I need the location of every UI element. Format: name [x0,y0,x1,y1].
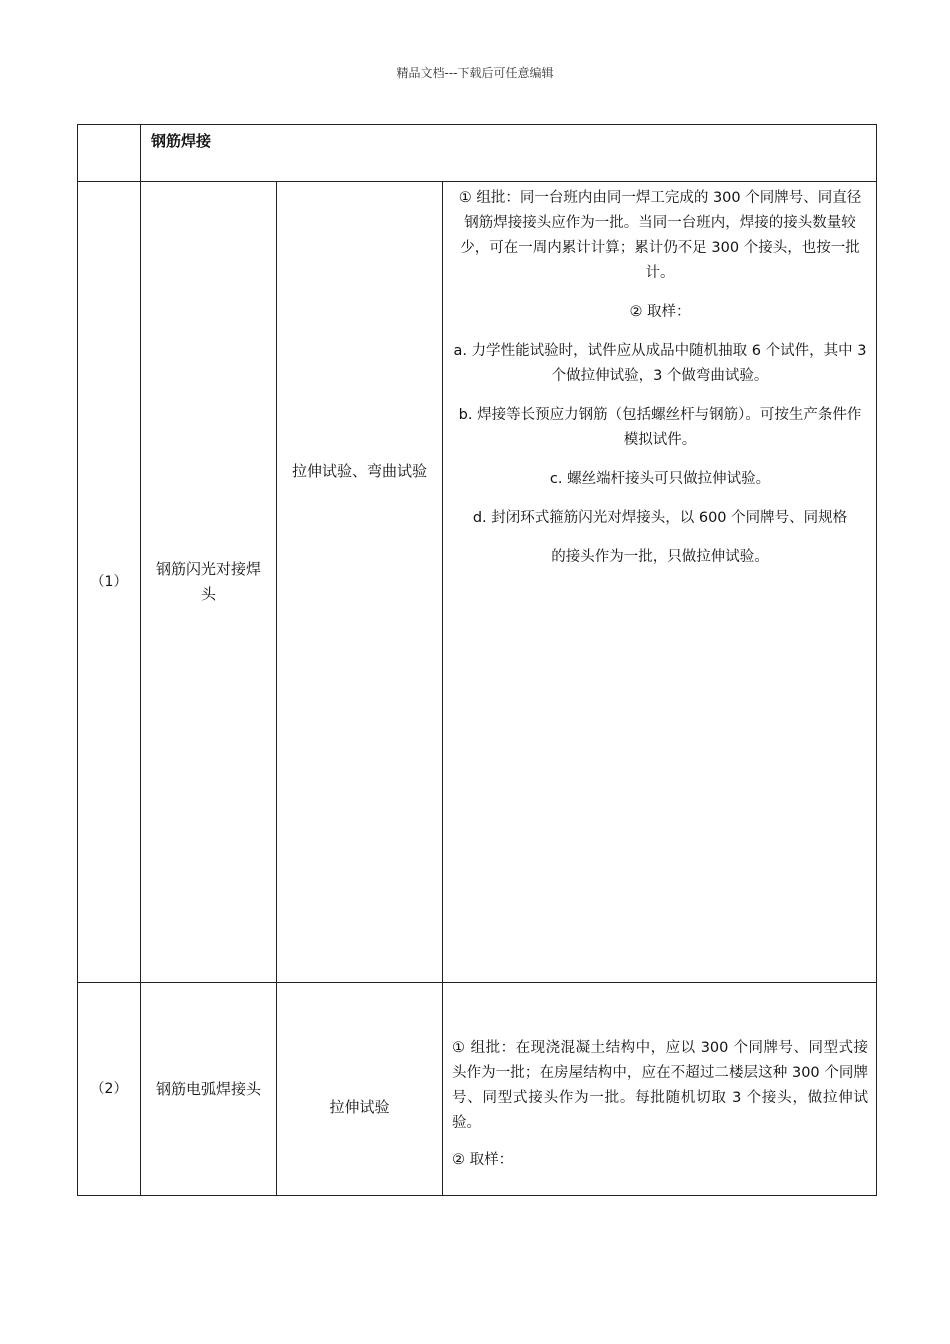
spec-table [77,124,877,1196]
section-row [78,125,877,182]
section-title: 钢筋焊接 [141,125,877,182]
table-row [78,182,877,983]
test-type-cell [277,182,443,983]
item-name: 钢筋电弧焊接头 [155,1079,261,1098]
row-number: （1） [78,182,141,983]
item-name-cell [141,182,277,983]
detail-paragraph: c. 螺丝端杆接头可只做拉伸试验。 [549,471,771,487]
detail-paragraph: d. 封闭环式箍筋闪光对焊接头，以 600 个同牌号、同规格 [472,510,848,526]
detail-paragraph: ① 组批：在现浇混凝土结构中，应以 300 个同牌号、同型式接头作为一批；在房屋结构中，应在不超过二楼层这种 300 个同牌号、同型式接头作为一批。每批随机切取 3 个接头，做拉伸试验。 [452,1039,868,1131]
item-name-cell [141,983,277,1196]
row-number: （2） [78,983,141,1196]
detail-cell [443,182,877,983]
detail-paragraph: ② 取样： [452,1151,514,1168]
detail-paragraph: ② 取样： [629,304,691,320]
detail-cell [443,983,877,1196]
detail-paragraph: 的接头作为一批，只做拉伸试验。 [551,549,769,565]
detail-paragraph: ① 组批：同一台班内由同一焊工完成的 300 个同牌号、同直径钢筋焊接接头应作为一批。当同一台班内，焊接的接头数量较少，可在一周内累计计算；累计仍不足 300 个接头，也按一批计。 [458,190,862,281]
item-name: 钢筋闪光对接焊头 [155,560,261,603]
detail-paragraph: a. 力学性能试验时，试件应从成品中随机抽取 6 个试件，其中 3 个做拉伸试验，3 个做弯曲试验。 [453,343,867,384]
test-type: 拉伸试验、弯曲试验 [291,462,427,480]
test-type-cell [277,983,443,1196]
section-empty-cell [78,125,141,182]
page-header: 精品文档---下载后可任意编辑 [396,66,554,80]
table-row [78,983,877,1196]
detail-paragraph: b. 焊接等长预应力钢筋（包括螺丝杆与钢筋）。可按生产条件作模拟试件。 [458,407,862,448]
test-type: 拉伸试验 [329,1097,390,1116]
